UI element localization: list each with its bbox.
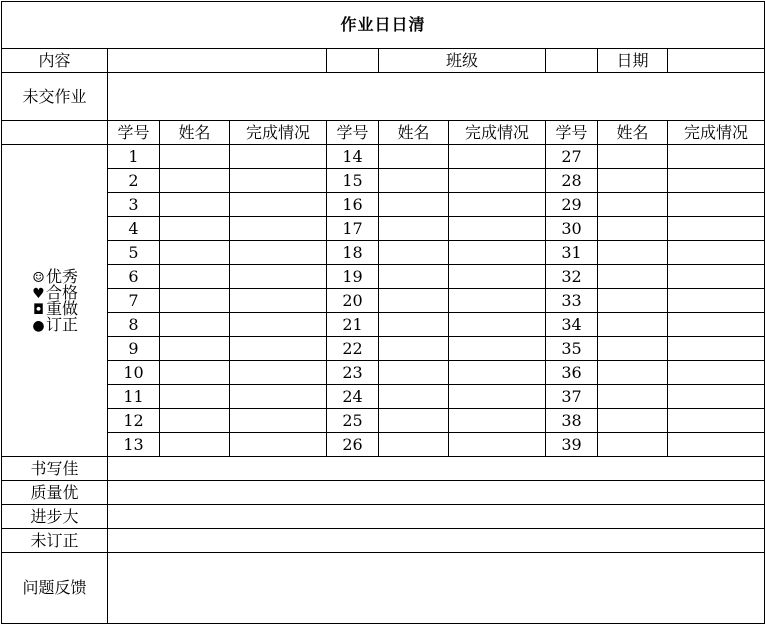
student-name-cell[interactable] — [379, 313, 449, 337]
student-number: 1 — [108, 145, 160, 169]
student-name-cell[interactable] — [379, 169, 449, 193]
student-number: 31 — [546, 241, 598, 265]
column-header: 学号 — [108, 121, 160, 145]
completion-status-cell[interactable] — [230, 289, 327, 313]
student-number: 33 — [546, 289, 598, 313]
completion-status-cell[interactable] — [668, 145, 765, 169]
student-number: 37 — [546, 385, 598, 409]
student-row — [2, 169, 765, 193]
missing-homework-field[interactable] — [108, 73, 765, 121]
completion-status-cell[interactable] — [230, 337, 327, 361]
student-name-cell[interactable] — [160, 433, 230, 457]
legend-label: 重做 — [45, 298, 78, 318]
student-row — [2, 385, 765, 409]
completion-status-cell[interactable] — [449, 217, 546, 241]
student-name-cell[interactable] — [598, 385, 668, 409]
student-name-cell[interactable] — [160, 337, 230, 361]
class-field-blank[interactable] — [327, 49, 379, 73]
student-name-cell[interactable] — [379, 385, 449, 409]
student-name-cell[interactable] — [598, 169, 668, 193]
student-name-cell[interactable] — [160, 241, 230, 265]
completion-status-cell[interactable] — [449, 169, 546, 193]
student-name-cell[interactable] — [379, 217, 449, 241]
student-number: 2 — [108, 169, 160, 193]
student-name-cell[interactable] — [379, 289, 449, 313]
student-row — [2, 361, 765, 385]
completion-status-cell[interactable] — [230, 241, 327, 265]
column-header: 完成情况 — [668, 121, 765, 145]
student-name-cell[interactable] — [379, 433, 449, 457]
class-label: 班级 — [379, 49, 546, 73]
completion-status-cell[interactable] — [449, 385, 546, 409]
student-name-cell[interactable] — [379, 145, 449, 169]
completion-status-cell[interactable] — [230, 313, 327, 337]
column-header: 姓名 — [379, 121, 449, 145]
feedback-field[interactable] — [108, 553, 765, 624]
column-header: 学号 — [546, 121, 598, 145]
student-name-cell[interactable] — [160, 385, 230, 409]
completion-status-cell[interactable] — [668, 217, 765, 241]
student-name-cell[interactable] — [160, 145, 230, 169]
student-number: 12 — [108, 409, 160, 433]
student-number: 28 — [546, 169, 598, 193]
completion-status-cell[interactable] — [230, 385, 327, 409]
completion-status-cell[interactable] — [230, 145, 327, 169]
completion-status-cell[interactable] — [449, 433, 546, 457]
column-header: 完成情况 — [230, 121, 327, 145]
completion-status-cell[interactable] — [668, 265, 765, 289]
completion-status-cell[interactable] — [668, 409, 765, 433]
student-number: 9 — [108, 337, 160, 361]
grade-legend — [2, 145, 108, 457]
student-number: 21 — [327, 313, 379, 337]
legend-label: 订正 — [45, 314, 78, 334]
student-name-cell[interactable] — [598, 313, 668, 337]
student-number: 30 — [546, 217, 598, 241]
student-number: 23 — [327, 361, 379, 385]
student-row — [2, 337, 765, 361]
legend-symbol-icon: ● — [32, 317, 45, 334]
completion-status-cell[interactable] — [449, 193, 546, 217]
page-title: 作业日日清 — [2, 2, 765, 49]
category-field[interactable] — [108, 457, 765, 481]
completion-status-cell[interactable] — [668, 193, 765, 217]
completion-status-cell[interactable] — [449, 337, 546, 361]
student-name-cell[interactable] — [160, 193, 230, 217]
student-number: 22 — [327, 337, 379, 361]
completion-status-cell[interactable] — [668, 313, 765, 337]
category-field[interactable] — [108, 505, 765, 529]
completion-status-cell[interactable] — [230, 217, 327, 241]
student-name-cell[interactable] — [379, 193, 449, 217]
legend-symbol-icon: ◘ — [32, 301, 45, 318]
student-row — [2, 313, 765, 337]
student-name-cell[interactable] — [160, 289, 230, 313]
student-name-cell[interactable] — [160, 217, 230, 241]
student-number: 4 — [108, 217, 160, 241]
student-name-cell[interactable] — [379, 241, 449, 265]
completion-status-cell[interactable] — [230, 193, 327, 217]
category-field[interactable] — [108, 529, 765, 553]
completion-status-cell[interactable] — [230, 265, 327, 289]
student-number: 35 — [546, 337, 598, 361]
student-row — [2, 289, 765, 313]
legend-symbol-icon: ♥ — [32, 285, 45, 302]
completion-status-cell[interactable] — [668, 337, 765, 361]
legend-label: 优秀 — [45, 266, 78, 286]
student-number: 11 — [108, 385, 160, 409]
title-row — [2, 2, 765, 49]
student-name-cell[interactable] — [379, 337, 449, 361]
student-name-cell[interactable] — [379, 361, 449, 385]
student-number: 10 — [108, 361, 160, 385]
student-number: 19 — [327, 265, 379, 289]
student-number: 6 — [108, 265, 160, 289]
student-name-cell[interactable] — [598, 265, 668, 289]
student-number: 25 — [327, 409, 379, 433]
student-number: 15 — [327, 169, 379, 193]
completion-status-cell[interactable] — [230, 409, 327, 433]
category-label: 质量优 — [2, 481, 108, 505]
student-number: 7 — [108, 289, 160, 313]
completion-status-cell[interactable] — [449, 241, 546, 265]
column-header: 姓名 — [160, 121, 230, 145]
legend-symbol-icon: ☺ — [32, 269, 45, 286]
missing-homework-row — [2, 73, 765, 121]
student-name-cell[interactable] — [598, 217, 668, 241]
category-field[interactable] — [108, 481, 765, 505]
feedback-row — [2, 553, 765, 624]
missing-homework-label: 未交作业 — [2, 73, 108, 121]
student-number: 14 — [327, 145, 379, 169]
student-number: 32 — [546, 265, 598, 289]
class-field[interactable] — [546, 49, 598, 73]
student-number: 18 — [327, 241, 379, 265]
student-number: 29 — [546, 193, 598, 217]
feedback-label: 问题反馈 — [2, 553, 108, 624]
student-number: 20 — [327, 289, 379, 313]
student-number: 34 — [546, 313, 598, 337]
column-header: 完成情况 — [449, 121, 546, 145]
student-name-cell[interactable] — [598, 241, 668, 265]
student-row — [2, 241, 765, 265]
column-header-row — [2, 121, 765, 145]
student-name-cell[interactable] — [160, 169, 230, 193]
student-name-cell[interactable] — [160, 265, 230, 289]
student-name-cell[interactable] — [598, 337, 668, 361]
student-name-cell[interactable] — [598, 193, 668, 217]
student-number: 38 — [546, 409, 598, 433]
student-row — [2, 433, 765, 457]
completion-status-cell[interactable] — [230, 361, 327, 385]
student-row — [2, 193, 765, 217]
student-name-cell[interactable] — [598, 409, 668, 433]
student-row — [2, 265, 765, 289]
category-label: 进步大 — [2, 505, 108, 529]
completion-status-cell[interactable] — [449, 409, 546, 433]
student-name-cell[interactable] — [160, 361, 230, 385]
category-row — [2, 529, 765, 553]
column-header: 姓名 — [598, 121, 668, 145]
student-name-cell[interactable] — [379, 409, 449, 433]
completion-status-cell[interactable] — [668, 385, 765, 409]
student-row — [2, 409, 765, 433]
category-label: 未订正 — [2, 529, 108, 553]
completion-status-cell[interactable] — [668, 169, 765, 193]
date-field[interactable] — [668, 49, 765, 73]
student-number: 36 — [546, 361, 598, 385]
category-row — [2, 457, 765, 481]
category-label: 书写佳 — [2, 457, 108, 481]
completion-status-cell[interactable] — [449, 361, 546, 385]
student-number: 27 — [546, 145, 598, 169]
completion-status-cell[interactable] — [668, 433, 765, 457]
column-header: 学号 — [327, 121, 379, 145]
student-name-cell[interactable] — [379, 265, 449, 289]
student-number: 17 — [327, 217, 379, 241]
student-number: 39 — [546, 433, 598, 457]
homework-table — [1, 1, 765, 624]
student-name-cell[interactable] — [160, 409, 230, 433]
student-number: 5 — [108, 241, 160, 265]
student-row — [2, 217, 765, 241]
student-number: 13 — [108, 433, 160, 457]
completion-status-cell[interactable] — [449, 265, 546, 289]
student-number: 3 — [108, 193, 160, 217]
student-number: 24 — [327, 385, 379, 409]
completion-status-cell[interactable] — [230, 433, 327, 457]
date-label: 日期 — [598, 49, 668, 73]
student-name-cell[interactable] — [598, 289, 668, 313]
info-row — [2, 49, 765, 73]
completion-status-cell[interactable] — [668, 361, 765, 385]
student-row — [2, 145, 765, 169]
completion-status-cell[interactable] — [668, 289, 765, 313]
category-row — [2, 505, 765, 529]
student-name-cell[interactable] — [598, 145, 668, 169]
completion-status-cell[interactable] — [230, 169, 327, 193]
completion-status-cell[interactable] — [668, 241, 765, 265]
student-name-cell[interactable] — [160, 313, 230, 337]
legend-item — [2, 314, 107, 334]
legend-label: 合格 — [45, 282, 78, 302]
student-number: 26 — [327, 433, 379, 457]
completion-status-cell[interactable] — [449, 313, 546, 337]
student-number: 16 — [327, 193, 379, 217]
header-blank — [2, 121, 108, 145]
completion-status-cell[interactable] — [449, 145, 546, 169]
student-name-cell[interactable] — [598, 361, 668, 385]
category-row — [2, 481, 765, 505]
student-number: 8 — [108, 313, 160, 337]
content-field[interactable] — [108, 49, 327, 73]
content-label: 内容 — [2, 49, 108, 73]
student-name-cell[interactable] — [598, 433, 668, 457]
completion-status-cell[interactable] — [449, 289, 546, 313]
